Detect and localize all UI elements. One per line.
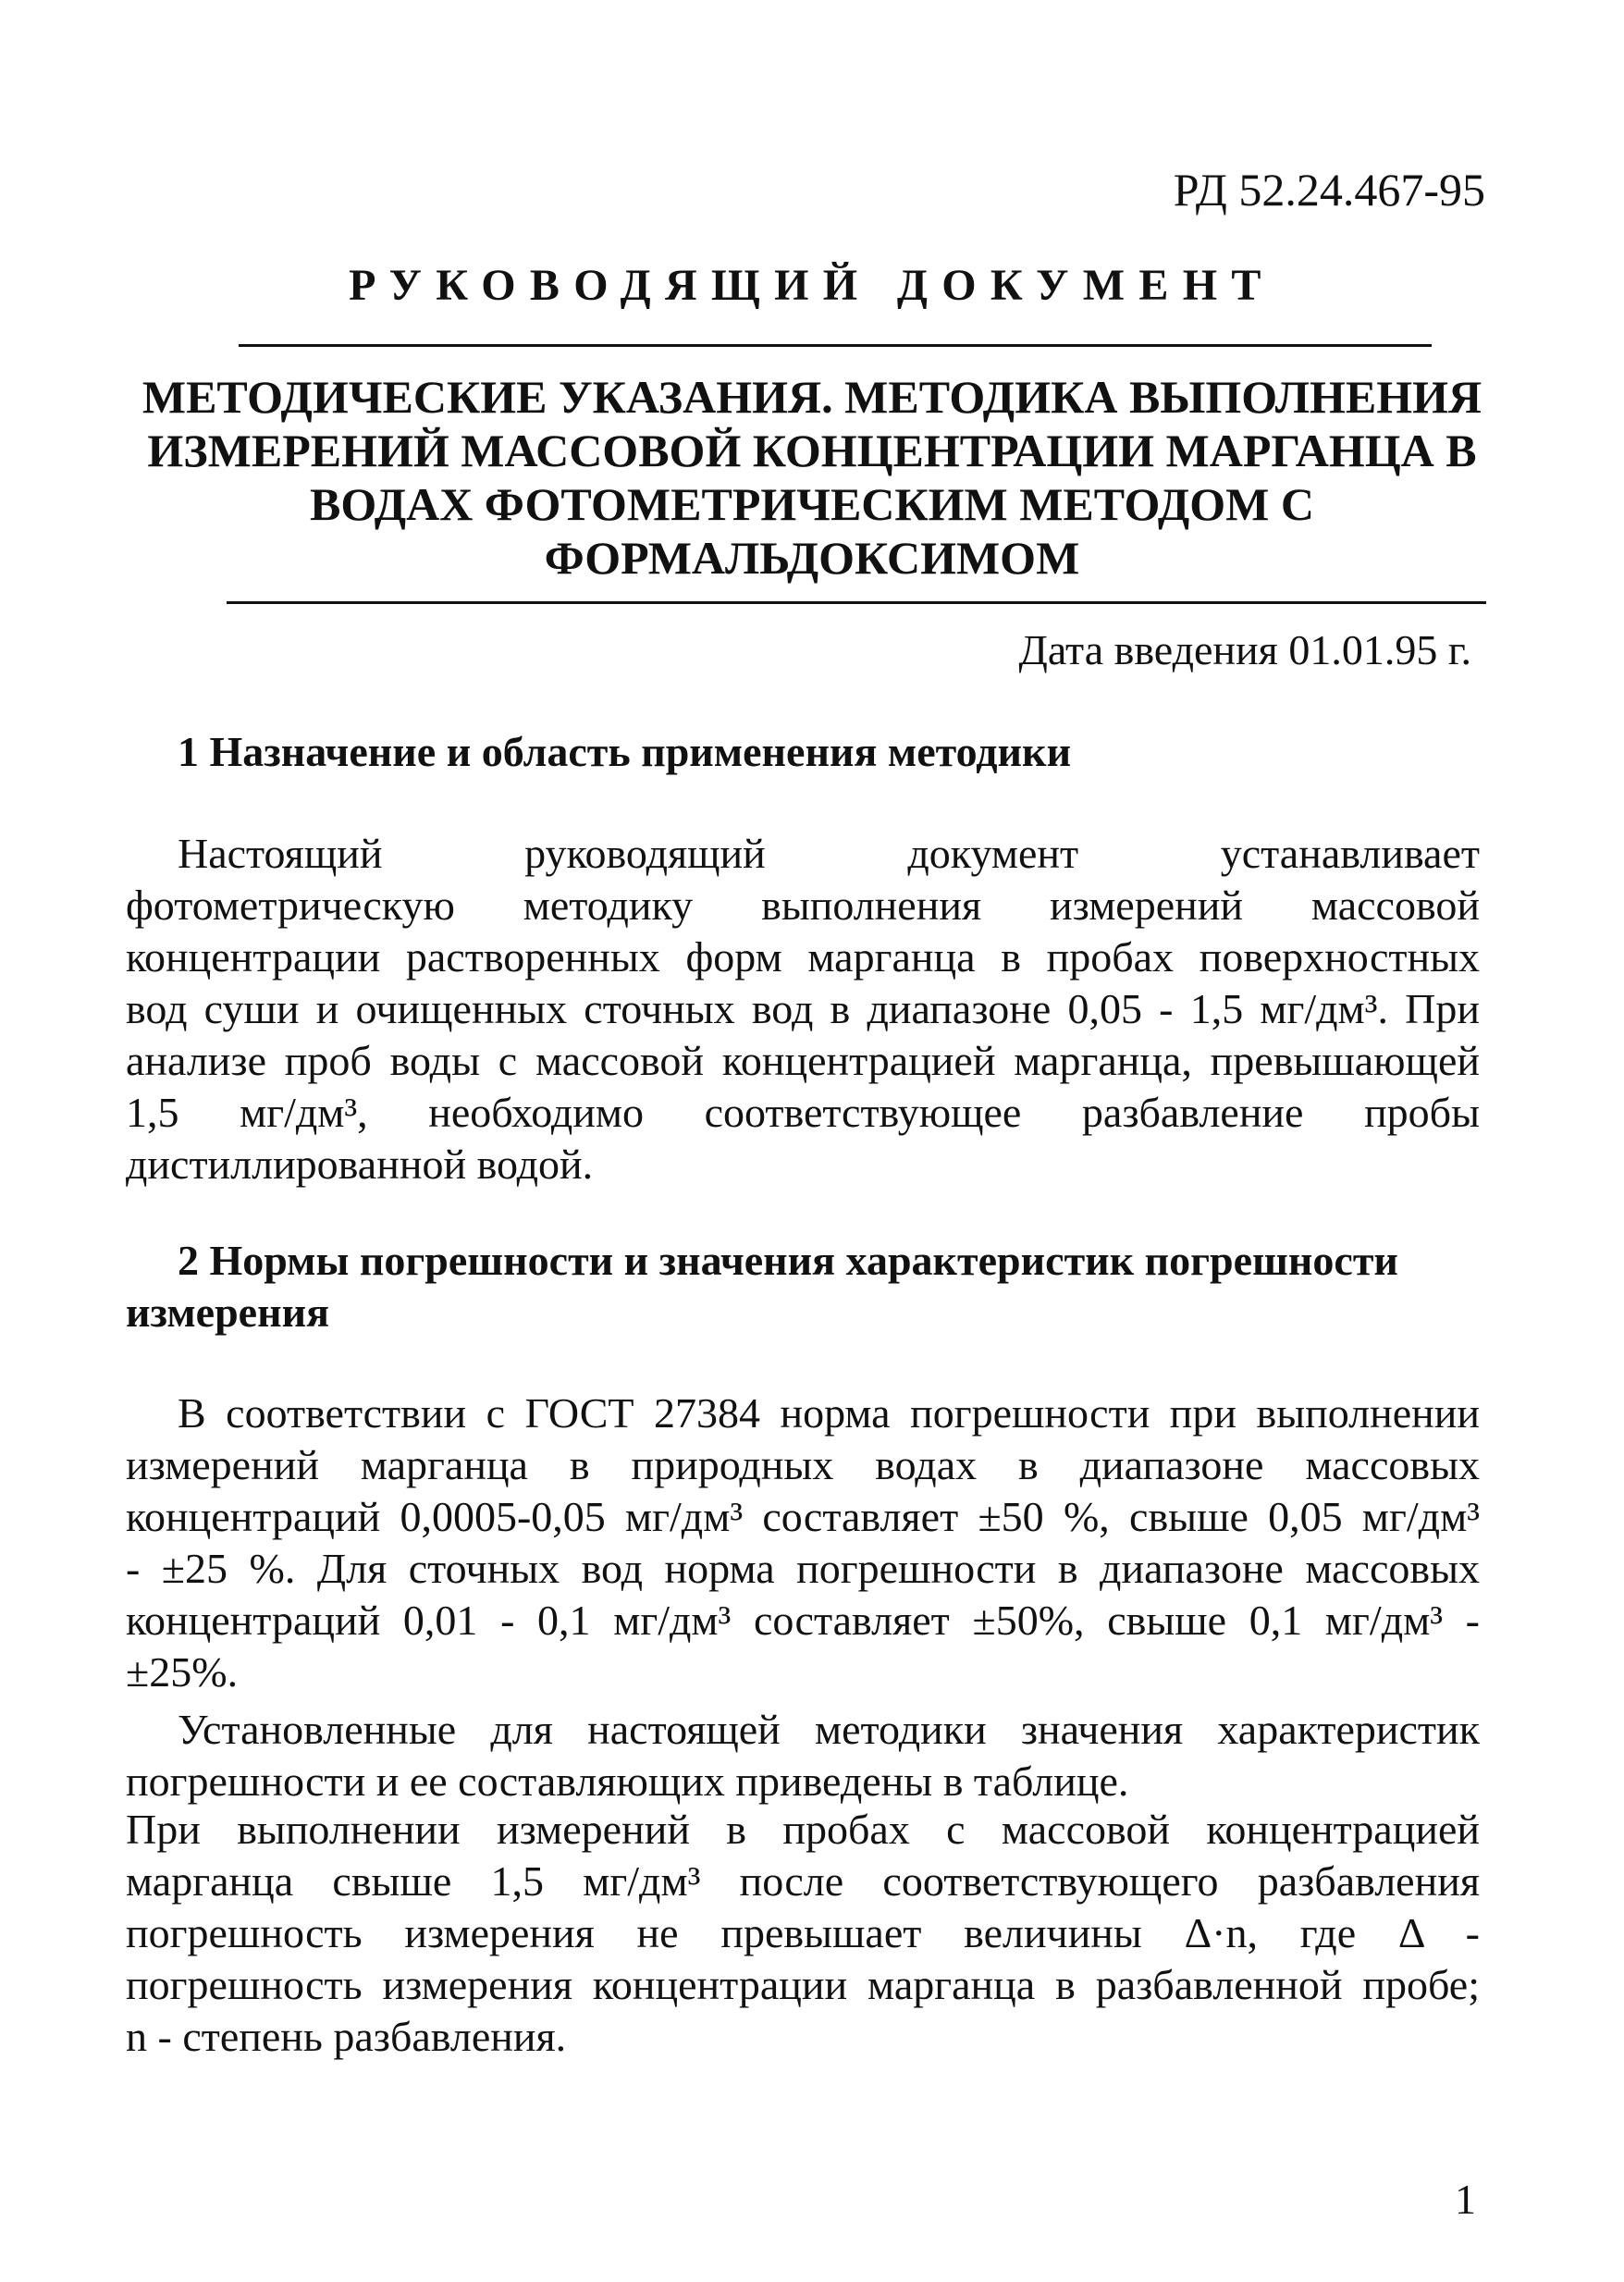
paragraph-line: - ±25 %. Для сточных вод норма погрешности в диапазоне массовых [126, 1545, 1480, 1592]
paragraph-line: концентрации растворенных форм марганца в пробах поверхностных [126, 933, 1480, 981]
title-line: ИЗМЕРЕНИЙ МАССОВОЙ КОНЦЕНТРАЦИИ МАРГАНЦА В [147, 425, 1477, 476]
title-line: МЕТОДИЧЕСКИЕ УКАЗАНИЯ. МЕТОДИКА ВЫПОЛНЕНИЯ [141, 371, 1483, 423]
paragraph-line: погрешности и ее составляющих приведены в таблице. [126, 1758, 1129, 1805]
paragraph-line: 1,5 мг/дм³, необходимо соответствующее разбавление пробы [126, 1089, 1480, 1136]
introduction-date: Дата введения 01.01.95 г. [1018, 626, 1471, 673]
paragraph-line: погрешность измерения концентрации марганца в разбавленной пробе; [126, 1961, 1480, 2008]
divider-top [239, 344, 1432, 347]
paragraph-line: n - степень разбавления. [126, 2013, 567, 2060]
paragraph-line: При выполнении измерений в пробах с массовой концентрацией [126, 1806, 1480, 1853]
section-2-paragraph-2 [126, 1704, 1480, 1807]
section-1-paragraph [126, 828, 1480, 1190]
paragraph-line: В соответствии с ГОСТ 27384 норма погрешности при выполнении [178, 1389, 1480, 1437]
title-line: ВОДАХ ФОТОМЕТРИЧЕСКИМ МЕТОДОМ С [310, 478, 1314, 530]
section-2-heading [126, 1235, 1480, 1338]
paragraph-line: ±25%. [126, 1648, 239, 1696]
title-line: ФОРМАЛЬДОКСИМОМ [544, 532, 1080, 584]
paragraph-line: измерений марганца в природных водах в диапазоне массовых [126, 1441, 1480, 1488]
paragraph-line: погрешность измерения не превышает величины Δ·n, где Δ - [126, 1909, 1480, 1956]
paragraph-line: Установленные для настоящей методики значения характеристик [178, 1706, 1480, 1753]
section-2-paragraph-3 [126, 1804, 1480, 2063]
paragraph-line: вод суши и очищенных сточных вод в диапазоне 0,05 - 1,5 мг/дм³. При [126, 985, 1480, 1032]
heading-line: измерения [126, 1289, 329, 1336]
document-code: РД 52.24.467-95 [1173, 164, 1485, 216]
paragraph-line: дистиллированной водой. [126, 1141, 594, 1188]
section-2-paragraph-1 [126, 1388, 1480, 1698]
paragraph-line: фотометрическую методику выполнения измерений массовой [126, 882, 1480, 929]
paragraph-line: Настоящий руководящий документ устанавливает [178, 830, 1480, 877]
document-title [139, 370, 1485, 585]
paragraph-line: анализе проб воды с массовой концентрацией марганца, превышающей [126, 1037, 1480, 1084]
paragraph-line: концентраций 0,0005-0,05 мг/дм³ составляет ±50 %, свыше 0,05 мг/дм³ [126, 1493, 1480, 1540]
heading-line: 2 Нормы погрешности и значения характеристик погрешности [178, 1237, 1398, 1284]
section-1-heading: 1 Назначение и область применения методики [178, 728, 1072, 775]
divider-bottom [227, 601, 1486, 604]
paragraph-line: марганца свыше 1,5 мг/дм³ после соответствующего разбавления [126, 1857, 1480, 1905]
page-number: 1 [1455, 2176, 1476, 2223]
paragraph-line: концентраций 0,01 - 0,1 мг/дм³ составляет ±50%, свыше 0,1 мг/дм³ - [126, 1597, 1480, 1644]
document-type-heading: РУКОВОДЯЩИЙ ДОКУМЕНТ [349, 261, 1275, 310]
